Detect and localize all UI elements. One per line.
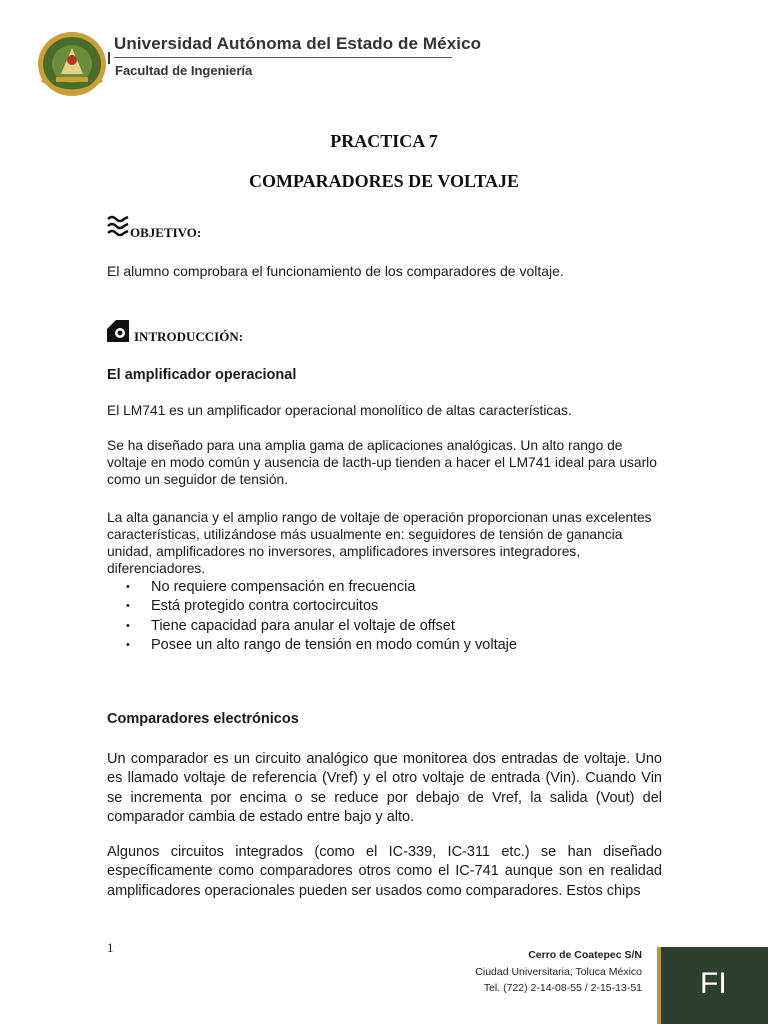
- bullet-dot-icon: •: [126, 600, 130, 613]
- feature-list: [126, 578, 517, 655]
- header-separator: [108, 52, 110, 64]
- paragraph-ganancia: La alta ganancia y el amplio rango de voltaje de operación proporcionan unas excelentes características, utilizándose más usualmente en: seguidores de tensión de ganancia unidad, amplificadores no inversores, amplificadores inversores integradores, diferenciadores.: [107, 510, 652, 576]
- university-name: Universidad Autónoma del Estado de México: [114, 34, 482, 53]
- footer-address-2: Ciudad Universitaria; Toluca México: [475, 966, 642, 978]
- paragraph-circuitos: Algunos circuitos integrados (como el IC-339, IC-311 etc.) se han diseñado específicamente como comparadores otros como el IC-741 aunque son en realidad amplificadores operacionales pueden ser usados como comparadores. Estos chips: [107, 844, 662, 899]
- list-item: • Tiene capacidad para anular el voltaje de offset: [126, 617, 517, 636]
- document-subtitle: COMPARADORES DE VOLTAJE: [248, 171, 519, 191]
- header-divider: [114, 57, 452, 58]
- subsection-comparadores: Comparadores electrónicos: [107, 711, 299, 727]
- document-title: PRACTICA 7: [330, 131, 438, 151]
- list-item: • Está protegido contra cortocircuitos: [126, 597, 517, 616]
- waves-icon: [106, 214, 130, 238]
- bullet-dot-icon: •: [126, 581, 130, 593]
- introduccion-heading: INTRODUCCIÓN:: [134, 329, 244, 344]
- list-item: • Posee un alto rango de tensión en modo común y voltaje: [126, 636, 517, 655]
- bullet-dot-icon: •: [126, 638, 130, 651]
- footer-address-1: Cerro de Coatepec S/N: [528, 949, 642, 961]
- university-seal-icon: [36, 30, 108, 98]
- page-number: 1: [107, 940, 114, 955]
- faculty-logo-text: FI: [700, 967, 727, 1000]
- gear-icon: [106, 319, 130, 343]
- objetivo-heading: OBJETIVO:: [130, 225, 202, 240]
- bullet-dot-icon: •: [126, 619, 130, 632]
- objetivo-text: El alumno comprobara el funcionamiento de los comparadores de voltaje.: [107, 263, 564, 279]
- paragraph-lm741: El LM741 es un amplificador operacional monolítico de altas características.: [107, 403, 572, 418]
- subsection-amplificador: El amplificador operacional: [107, 367, 297, 383]
- faculty-name: Facultad de Ingeniería: [115, 63, 253, 78]
- list-item: • No requiere compensación en frecuencia: [126, 578, 517, 597]
- footer-address-3: Tel. (722) 2-14-08-55 / 2-15-13-51: [483, 982, 642, 994]
- paragraph-comparador: Un comparador es un circuito analógico que monitorea dos entradas de voltaje. Uno es llamado voltaje de referencia (Vref) y el otro voltaje de entrada (Vin). Cuando Vin se incrementa por encima o se reduce por debajo de Vref, la salida (Vout) del comparador cambia de estado entre bajo y alto.: [107, 751, 662, 825]
- paragraph-aplicaciones: Se ha diseñado para una amplia gama de aplicaciones analógicas. Un alto rango de voltaje en modo común y ausencia de lacth-up tienden a hacer el LM741 ideal para usarlo como un seguidor de tensión.: [107, 438, 657, 487]
